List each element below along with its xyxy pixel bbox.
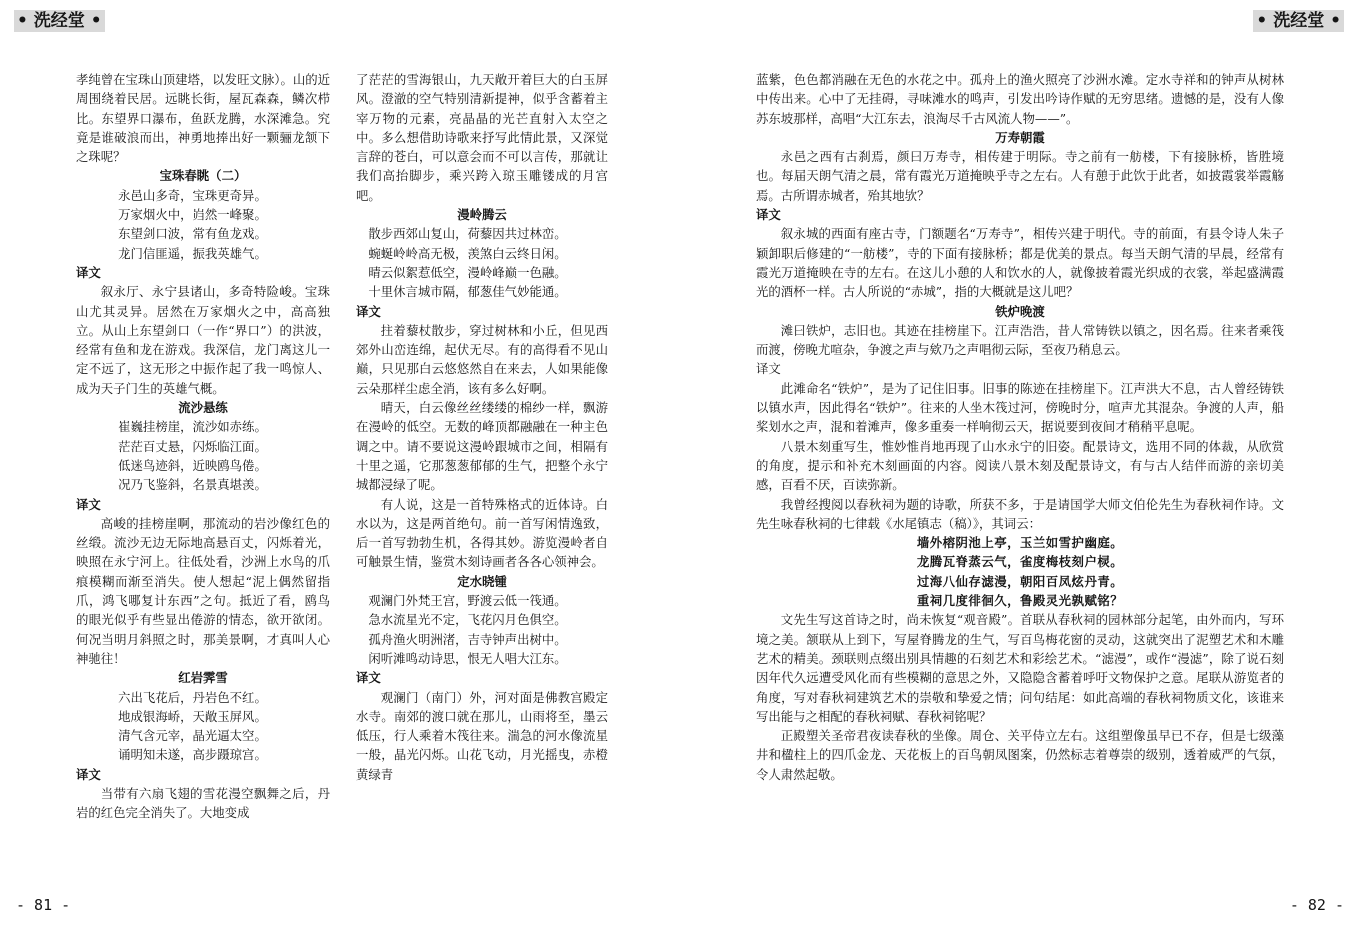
paragraph: 叙永厅、永宁县诸山，多奇特险峻。宝珠山尤其灵异。居然在万家烟火之中，高高独立。从山上东望剑口（一作“界口”）的洪波，经常有鱼和龙在游戏。我深信，龙门离这儿一定不远了，这无形之中振作起了我一鸣惊人、成为天子门生的英雄气概。 bbox=[76, 284, 330, 396]
paragraph: 孝纯曾在宝珠山顶建塔，以发旺文脉）。山的近周围绕着民居。远眺长街，屋瓦森森，鳞次栉比。东望界口瀑布，鱼跃龙腾，水深滩急。究竟是谁破浪而出，神勇地捧出好一颗骊龙颔下之珠呢？ bbox=[76, 72, 330, 165]
section-title: 万寿朝霞 bbox=[995, 129, 1045, 145]
paragraph: 此滩命名“铁炉”，是为了记住旧事。旧事的陈迹在挂榜崖下。江声洪大不息，古人曾经铸铁以镇水声，因此得名“铁炉”。往来的人坐木筏过河，傍晚时分，喧声尤其混杂。争渡的人声，船桨划水之声，混和着滩声，像多重奏一样响彻云天，据说要到夜间才稍稍平息呢。 bbox=[756, 380, 1284, 435]
translation-label: 译文 bbox=[356, 303, 381, 319]
page-81-column-1 bbox=[76, 70, 330, 860]
section-title: 宝珠春眺（二） bbox=[159, 168, 247, 184]
section-title: 流沙悬练 bbox=[178, 400, 228, 416]
poem-line: 过海八仙存滤漫，朝阳百凤炫丹青。 bbox=[916, 573, 1124, 589]
poem-line: 地成银海峤，天敞玉屏风。 bbox=[118, 708, 267, 724]
section-title: 红岩霁雪 bbox=[178, 670, 228, 686]
page-number-right: - 82 - bbox=[1289, 896, 1344, 914]
paragraph: 观澜门（南门）外，河对面是佛教宫殿定水寺。南郊的渡口就在那儿，山雨将至，墨云低压，行人乘着木筏往来。湍急的河水像流星一般，晶光闪烁。山花飞动，月光摇曳，赤橙黄绿青 bbox=[356, 689, 608, 782]
poem-line: 永邑山多奇，宝珠更奇异。 bbox=[118, 187, 267, 203]
poem-line: 晴云似絮惹低空，漫岭峰巅一色融。 bbox=[368, 264, 567, 280]
paragraph: 高峻的挂榜崖啊，那流动的岩沙像红色的丝缎。流沙无边无际地高悬百丈，闪烁着光，映照在永宁河上。往低处看，沙洲上水鸟的爪痕模糊而渐至消失。使人想起“泥上偶然留指爪，鸿飞哪复计东西”之句。抵近了看，鸥鸟的眼光似乎有些显出倦游的情态，欲开欲闭。何况当明月斜照之时，那美景啊，才真叫人心神驰往！ bbox=[76, 515, 330, 666]
poem-line: 况乃飞鉴斜，名景真堪羡。 bbox=[118, 477, 267, 493]
poem-line: 蜿蜒岭岭高无极，羡煞白云终日闲。 bbox=[368, 245, 567, 261]
paragraph: 拄着藜杖散步，穿过树林和小丘，但见西郊外山峦连绵，起伏无尽。有的高得看不见山巅，只见那白云悠悠然自在来去，人如果能像云朵那样尘虑全消，该有多么好啊。 bbox=[356, 322, 608, 396]
poem-line: 崔巍挂榜崖，流沙如赤练。 bbox=[118, 419, 267, 435]
poem-line: 诵明知未遂，高步蹑琼宫。 bbox=[118, 747, 267, 763]
translation-label: 译文 bbox=[756, 361, 781, 377]
translation-label: 译文 bbox=[76, 496, 101, 512]
paragraph: 了茫茫的雪海银山，九天敞开着巨大的白玉屏风。澄澈的空气特别清新提神，似乎含蓄着主宰万物的元素，亮晶晶的光芒直射入太空之中。多么想借助诗歌来抒写此情此景，又深觉言辞的苍白，可以意会而不可以言传，那就让我们高抬脚步，乘兴跨入琼玉雕镂成的月宫吧。 bbox=[356, 72, 608, 203]
poem-line: 清气含元宰，晶光逼太空。 bbox=[118, 728, 267, 744]
paragraph: 叙永城的西面有座古寺，门额题名“万寿寺”，相传兴建于明代。寺的前面，有县令诗人朱子颖卸职后修建的“一舫楼”，寺的下面有接脉桥；都是优美的景点。每当天朗气清的早晨，经常有霞光万道掩映在寺的左右。在这儿小憩的人和饮水的人，就像披着霞光织成的衣裳，举起盛满霞光的酒杯一样。古人所说的“赤城”，指的大概就是这儿吧？ bbox=[756, 226, 1284, 300]
poem-line: 闲听滩鸣动诗思，恨无人唱大江东。 bbox=[368, 650, 567, 666]
page-81-column-2 bbox=[356, 70, 608, 860]
paragraph: 晴天，白云像丝丝缕缕的棉纱一样，飘游在漫岭的低空。无数的峰顶都融融在一种主色调之中。请不要说这漫岭跟城市之间，相隔有十里之遥，它那葱葱郁郁的生气，把整个永宁城都浸绿了呢。 bbox=[356, 400, 608, 493]
poem-line: 孤舟渔火明洲渚，吉寺钟声出树中。 bbox=[368, 631, 567, 647]
poem-line: 墙外榕阴池上亭，玉兰如雪护幽庭。 bbox=[916, 535, 1124, 551]
paragraph: 八景木刻重写生，惟妙惟肖地再现了山水永宁的旧姿。配景诗文，选用不同的体裁，从欣赏的角度，提示和补充木刻画面的内容。阅读八景木刻及配景诗文，有与古人结伴而游的亲切美感，百看不厌，百读弥新。 bbox=[756, 438, 1284, 493]
page-82-column bbox=[756, 70, 1284, 860]
poem-line: 茫茫百丈悬，闪烁临江面。 bbox=[118, 438, 267, 454]
section-title: 铁炉晚渡 bbox=[995, 303, 1045, 319]
book-title-left: • 洗经堂 • bbox=[14, 10, 105, 32]
paragraph: 当带有六扇飞翅的雪花漫空飘舞之后，丹岩的红色完全消失了。大地变成 bbox=[76, 785, 330, 821]
page-number-left: - 81 - bbox=[16, 896, 71, 914]
poem-line: 龙腾瓦脊蒸云气，雀度梅枝刻户棂。 bbox=[916, 554, 1124, 570]
section-title: 定水晓锺 bbox=[457, 573, 507, 589]
poem-line: 低迷鸟迹斜，近映鸥鸟倦。 bbox=[118, 457, 267, 473]
poem-line: 散步西郊山复山，荷藜因共过林峦。 bbox=[368, 226, 567, 242]
paragraph: 正殿塑关圣帝君夜读春秋的坐像。周仓、关平侍立左右。这组塑像虽早已不存，但是七级藻井和楹柱上的四爪金龙、天花板上的百鸟朝凤图案，仍然标志着尊崇的级别，透着威严的气氛，令人肃然起敬。 bbox=[756, 728, 1284, 782]
paragraph: 蓝紫，色色都消融在无色的水花之中。孤舟上的渔火照亮了沙洲水滩。定水寺祥和的钟声从树林中传出来。心中了无挂碍，寻味滩水的鸣声，引发出吟诗作赋的无穷思绪。遗憾的是，没有人像苏东坡那样，高唱“大江东去，浪淘尽千古风流人物——”。 bbox=[756, 72, 1284, 126]
paragraph: 我曾经搜阅以春秋祠为题的诗歌，所获不多，于是请国学大师文伯伦先生为春秋祠作诗。文先生咏春秋祠的七律载《水尾镇志（稿）》，其词云： bbox=[756, 496, 1284, 531]
poem-line: 观澜门外梵王宫，野渡云低一筏通。 bbox=[368, 593, 567, 609]
poem-line: 万家烟火中，岿然一峰聚。 bbox=[118, 207, 267, 223]
poem-line: 重祠几度徘徊久，鲁殿灵光孰赋铭？ bbox=[916, 593, 1124, 609]
poem-line: 六出飞花后，丹岩色不红。 bbox=[118, 689, 267, 705]
poem-line: 急水流星光不定，飞花闪月色俱空。 bbox=[368, 612, 567, 628]
translation-label: 译文 bbox=[356, 670, 381, 686]
paragraph: 永邑之西有古刹焉，颜曰万寿寺，相传建于明际。寺之前有一舫楼，下有接脉桥，皆胜境也。每届天朗气清之晨，常有霞光万道掩映乎寺之左右。人有憩于此饮于此者，如披霞裳举霞觞焉。古所谓赤城者，殆其地欤？ bbox=[756, 149, 1284, 203]
translation-label: 译文 bbox=[76, 766, 101, 782]
paragraph: 滩曰铁炉，志旧也。其迹在挂榜崖下。江声浩浩，昔人常铸铁以镇之，因名焉。往来者乘筏而渡，傍晚尤喧杂，争渡之声与欸乃之声唱彻云际，至夜乃稍息云。 bbox=[756, 322, 1284, 358]
poem-line: 龙门信匪遥，振我英雄气。 bbox=[118, 245, 267, 261]
translation-label: 译文 bbox=[756, 207, 781, 223]
paragraph: 文先生写这首诗之时，尚未恢复“观音殿”。首联从春秋祠的园林部分起笔，由外而内，写环境之美。颔联从上到下，写屋脊腾龙的生气，写百鸟梅花窗的灵动，这就突出了泥塑艺术和木雕艺术的精美。颈联则点缀出别具情趣的石刻艺术和彩绘艺术。“滤漫”，或作“漫滤”，除了说石刻因年代久远遭受风化而有些模糊的意思之外，又隐隐含蓄着呼吁文物保护之意。尾联从游览者的角度，写对春秋祠建筑艺术的崇敬和挚爱之情；问句结尾：如此高端的春秋祠物质文化，该谁来写出能与之相配的春秋祠赋、春秋祠铭呢？ bbox=[756, 612, 1284, 724]
translation-label: 译文 bbox=[76, 264, 101, 280]
section-title: 漫岭腾云 bbox=[457, 207, 507, 223]
poem-line: 东望剑口波，常有鱼龙戏。 bbox=[118, 226, 267, 242]
poem-line: 十里休言城市隔，郁葱佳气妙能通。 bbox=[368, 284, 567, 300]
paragraph: 有人说，这是一首特殊格式的近体诗。白水以为，这是两首绝句。前一首写闲情逸致，后一首写勃勃生机，各得其妙。游览漫岭者自可触景生情，鉴赏木刻诗画者各各心领神会。 bbox=[356, 496, 608, 570]
book-title-right: • 洗经堂 • bbox=[1253, 10, 1344, 32]
